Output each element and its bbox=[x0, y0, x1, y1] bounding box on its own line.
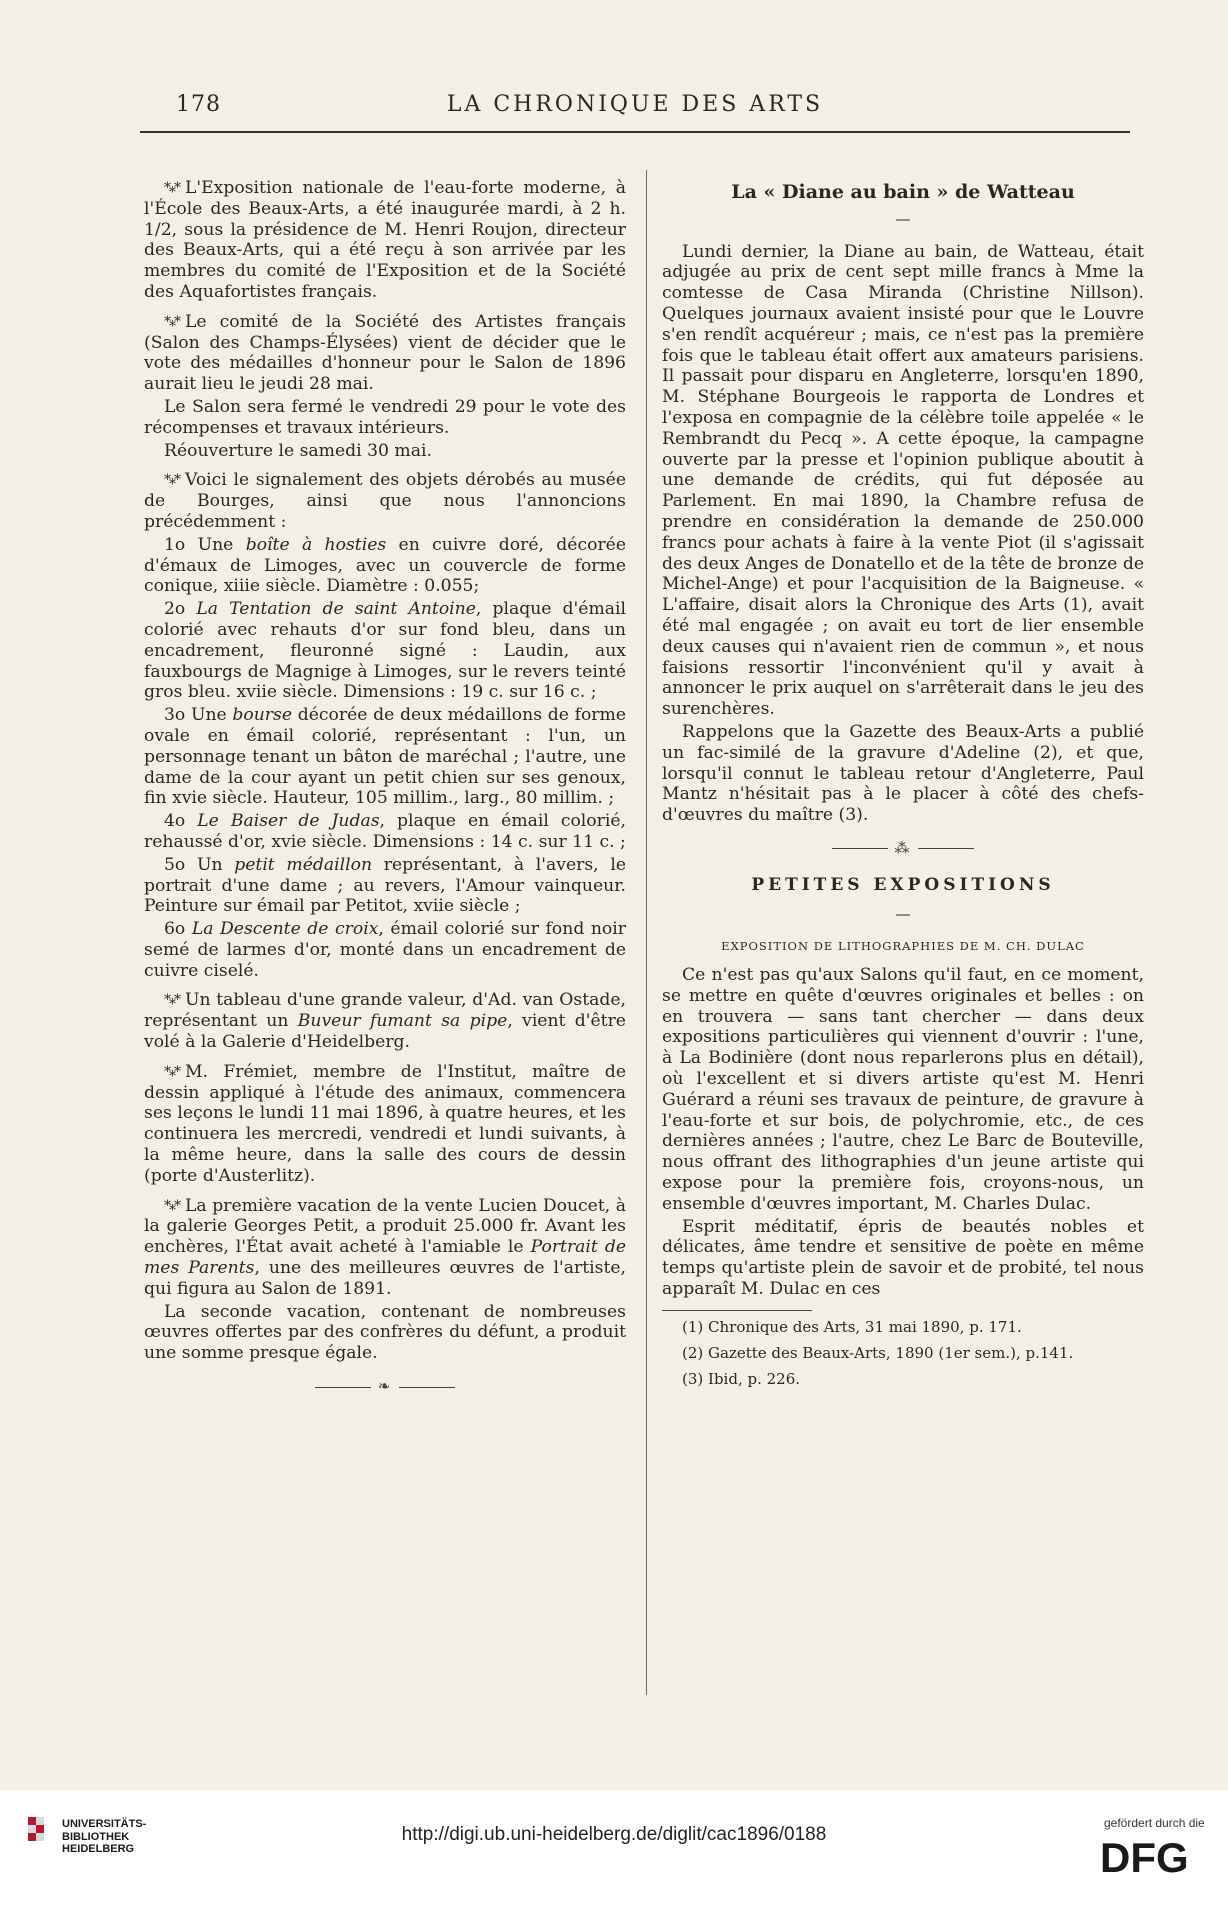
sponsor-caption: gefördert durch die bbox=[1104, 1816, 1205, 1830]
footnote: (2) Gazette des Beaux-Arts, 1890 (1er sem.), p.141. bbox=[682, 1343, 1074, 1362]
news-item: *⁎* Le comité de la Société des Artistes français (Salon des Champs-Élysées) vient de décider que le vote des médailles d'honneur pour le Salon de 1896 aurait lieu le jeudi 28 mai. bbox=[144, 311, 626, 395]
news-item-continuation: Le Salon sera fermé le vendredi 29 pour le vote des récompenses et travaux intérieurs. bbox=[144, 396, 626, 438]
news-item-continuation: La seconde vacation, contenant de nombreuses œuvres offertes par des confrères du défunt, a produit une somme presque égale. bbox=[144, 1301, 626, 1364]
stolen-object-item: 6o La Descente de croix, émail colorié sur fond noir semé de larmes d'or, monté dans un encadrement de cuivre ciselé. bbox=[144, 919, 626, 981]
fleuron-ornament: ❧ bbox=[144, 1376, 626, 1397]
title-dash: — bbox=[895, 904, 911, 923]
page-header bbox=[140, 88, 1130, 124]
asterism-icon: *⁎* bbox=[164, 992, 179, 1009]
stolen-object-item: 4o Le Baiser de Judas, plaque en émail colorié, rehaussé d'or, xvie siècle. Dimensions : 14 c. sur 11 c. ; bbox=[144, 811, 626, 852]
fleuron-ornament: ⁂ bbox=[662, 838, 1144, 859]
news-item: *⁎* La première vacation de la vente Lucien Doucet, à la galerie Georges Petit, a produit 25.000 fr. Avant les enchères, l'État avait acheté à l'amiable le Portrait de mes Parents, une des meilleures œuvres de l'artiste, qui figura au Salon de 1891. bbox=[144, 1195, 627, 1299]
news-item: *⁎* Voici le signalement des objets dérobés au musée de Bourges, ainsi que nous l'annoncions précédemment : bbox=[144, 470, 626, 532]
asterism-icon: *⁎* bbox=[164, 180, 179, 196]
footnote-rule bbox=[662, 1310, 812, 1311]
page-number: 178 bbox=[176, 92, 221, 117]
section-title: PETITES EXPOSITIONS bbox=[751, 874, 1055, 895]
dfg-logo-icon bbox=[1096, 1832, 1202, 1876]
news-item: *⁎* Un tableau d'une grande valeur, d'Ad. van Ostade, représentant un Buveur fumant sa pipe, vient d'être volé à la Galerie d'Heidelberg. bbox=[144, 990, 626, 1053]
permalink-url[interactable]: http://digi.ub.uni-heidelberg.de/diglit/cac1896/0188 bbox=[401, 1824, 827, 1845]
left-column bbox=[144, 178, 626, 1413]
svg-text:DFG: DFG bbox=[1100, 1834, 1189, 1876]
asterism-icon: *⁎* bbox=[164, 1063, 179, 1080]
university-library-name: UNIVERSITÄTS- BIBLIOTHEK HEIDELBERG bbox=[62, 1818, 147, 1855]
asterism-icon: *⁎* bbox=[164, 313, 179, 330]
news-item: *⁎* L'Exposition nationale de l'eau-forte moderne, à l'École des Beaux-Arts, a été inaugurée mardi, à 2 h. 1/2, sous la présidence de M. Henri Roujon, directeur des Beaux-Arts, qui a été reçu à son arrivée par les membres du comité de l'Exposition et de la Société des Aquafortistes français. bbox=[144, 178, 626, 302]
section-subtitle: EXPOSITION DE LITHOGRAPHIES DE M. CH. DULAC bbox=[721, 939, 1085, 954]
stolen-object-item: 5o Un petit médaillon représentant, à l'avers, le portrait d'une dame ; au revers, l'Amour vainqueur. Peinture sur émail par Petitot, xviie siècle ; bbox=[144, 854, 627, 917]
article-title: La « Diane au bain » de Watteau bbox=[731, 181, 1075, 203]
digitization-footer bbox=[0, 1790, 1228, 1926]
stolen-object-item: 2o La Tentation de saint Antoine, plaque d'émail colorié avec rehauts d'or sur fond bleu, dans un encadrement, fleuronné signé : Laudin, aux fauxbourgs de Magnige à Limoges, sur le revers teinté gros bleu. xviie siècle. Dimensions : 19 c. sur 16 c. ; bbox=[144, 599, 626, 703]
title-dash: — bbox=[895, 209, 911, 228]
section-paragraph: Ce n'est pas qu'aux Salons qu'il faut, en ce moment, se mettre en quête d'œuvres originales et belles : on en trouvera — sans tant chercher — dans deux expositions particulières qui viennent d'ouvrir : l'une, à La Bodinière (dont nous reparlerons plus en détail), où l'excellent et si divers artiste qu'est M. Henri Guérard a réuni ses travaux de peinture, de gravure à l'eau-forte et sur bois, de polychromie, etc., de ces dernières années ; l'autre, chez Le Barc de Bouteville, nous offrant des lithographies d'un jeune artiste qui expose pour la première fois, croyons-nous, un ensemble d'œuvres important, M. Charles Dulac. bbox=[662, 965, 1144, 1214]
news-item: *⁎* M. Frémiet, membre de l'Institut, maître de dessin appliqué à l'étude des animaux, commencera ses leçons le lundi 11 mai 1896, à quatre heures, et les continuera les mercredi, vendredi et lundi suivants, à la même heure, dans la salle des cours de dessin (porte d'Austerlitz). bbox=[144, 1061, 626, 1186]
article-paragraph: Rappelons que la Gazette des Beaux-Arts a publié un fac-similé de la gravure d'Adeline (2), et que, lorsqu'il connut le tableau retour d'Angleterre, Paul Mantz n'hésitait pas à le placer à côté des chefs-d'œuvres du maître (3). bbox=[662, 721, 1144, 826]
news-item-continuation: Réouverture le samedi 30 mai. bbox=[164, 440, 432, 461]
asterism-icon: *⁎* bbox=[164, 472, 179, 489]
section-paragraph: Esprit méditatif, épris de beautés nobles et délicates, âme tendre et sensitive de poète en même temps qu'artiste plein de savoir et de probité, tel nous apparaît M. Dulac en ces bbox=[662, 1216, 1144, 1300]
footnote: (3) Ibid, p. 226. bbox=[682, 1369, 801, 1388]
stolen-object-item: 1o Une boîte à hosties en cuivre doré, décorée d'émaux de Limoges, avec un couvercle de forme conique, xiiie siècle. Diamètre : 0.055; bbox=[144, 534, 627, 597]
column-divider bbox=[646, 170, 647, 1695]
article-paragraph: Lundi dernier, la Diane au bain, de Watteau, était adjugée au prix de cent sept mille francs à Mme la comtesse de Casa Miranda (Christine Nillson). Quelques journaux avaient insisté pour que le Louvre s'en rendît acquéreur ; mais, ce n'est pas la première fois que le tableau était offert aux amateurs parisiens. Il passait pour disparu en Angleterre, lorsqu'en 1890, M. Stéphane Bourgeois le rapporta de Londres et l'exposa en compagnie de la célèbre toile appelée « le Rembrandt du Pecq ». A cette époque, la campagne ouverte par la presse et l'opinion publique aboutit à une demande de crédits, qui fut déposée au Parlement. En mai 1890, la Chambre refusa de prendre en considération la demande de 250.000 francs pour achats à faire à la vente Piot (il s'agissait des deux Anges de Donatello et de la tête de bronze de Michel-Ange) et pour l'acquisition de la Baigneuse. « L'affaire, disait alors la Chronique des Arts (1), avait été mal engagée ; on avait eu tort de lier ensemble deux causes qui n'avaient rien de commun », et nous faisions ressortir l'inconvénient qu'il y avait à annoncer le prix auquel on s'arrêterait dans le jeu des surenchères. bbox=[662, 241, 1144, 720]
header-rule bbox=[140, 131, 1130, 133]
footnote: (1) Chronique des Arts, 31 mai 1890, p. 171. bbox=[682, 1317, 1022, 1336]
right-column bbox=[662, 178, 1144, 1397]
journal-title: LA CHRONIQUE DES ARTS bbox=[446, 92, 824, 117]
asterism-icon: *⁎* bbox=[164, 1197, 179, 1214]
stolen-object-item: 3o Une bourse décorée de deux médaillons de forme ovale en émail colorié, représentant : l'un, un personnage tenant un bâton de maréchal ; l'autre, une dame de la cour ayant un petit chien sur ses genoux, fin xvie siècle. Hauteur, 105 millim., larg., 80 millim. ; bbox=[144, 705, 626, 809]
